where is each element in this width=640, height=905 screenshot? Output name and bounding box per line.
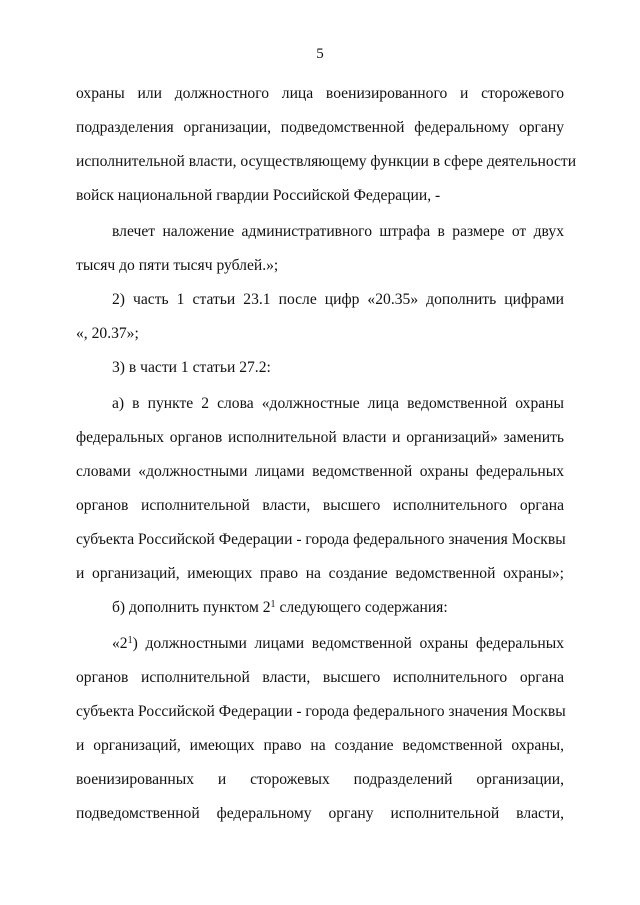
text-line: федеральных органов исполнительной власти и организаций» заменить xyxy=(76,429,564,446)
text-segment: следующего содержания: xyxy=(279,599,448,616)
text-line: 2) часть 1 статьи 23.1 после цифр «20.35» дополнить цифрами xyxy=(112,291,564,308)
text-line: тысяч до пяти тысяч рублей.»; xyxy=(76,257,279,274)
text-segment: «2 xyxy=(112,635,128,652)
text-line: войск национальной гвардии Российской Федерации, - xyxy=(76,187,441,204)
text-line: органов исполнительной власти, высшего исполнительного органа xyxy=(76,497,564,514)
text-line xyxy=(112,634,564,654)
text-segment: ) должностными лицами ведомственной охраны федеральных xyxy=(132,635,564,652)
text-line: «, 20.37»; xyxy=(76,325,139,342)
text-line: исполнительной власти, осуществляющему функции в сфере деятельности xyxy=(76,153,577,170)
text-line: подразделения организации, подведомственной федеральному органу xyxy=(76,119,564,136)
text-line: подведомственной федеральному органу исполнительной власти, xyxy=(76,805,564,822)
text-line: словами «должностными лицами ведомственной охраны федеральных xyxy=(76,463,564,480)
page-number: 5 xyxy=(316,46,324,62)
text-line: военизированных и сторожевых подразделений организации, xyxy=(76,771,564,788)
text-line: и организаций, имеющих право на создание ведомственной охраны»; xyxy=(76,565,564,582)
text-line: субъекта Российской Федерации - города федерального значения Москвы xyxy=(76,531,566,548)
text-line: а) в пункте 2 слова «должностные лица ведомственной охраны xyxy=(112,395,564,412)
text-line: охраны или должностного лица военизированного и сторожевого xyxy=(76,85,564,102)
text-line: влечет наложение административного штрафа в размере от двух xyxy=(112,223,564,240)
superscript: 1 xyxy=(270,599,276,610)
text-segment: б) дополнить пунктом 2 xyxy=(112,599,271,616)
text-line xyxy=(112,598,564,618)
superscript: 1 xyxy=(127,635,133,646)
text-line: и организаций, имеющих право на создание ведомственной охраны, xyxy=(76,737,564,754)
text-line: 3) в части 1 статьи 27.2: xyxy=(112,359,271,376)
text-line: субъекта Российской Федерации - города федерального значения Москвы xyxy=(76,703,566,720)
text-line: органов исполнительной власти, высшего исполнительного органа xyxy=(76,669,564,686)
